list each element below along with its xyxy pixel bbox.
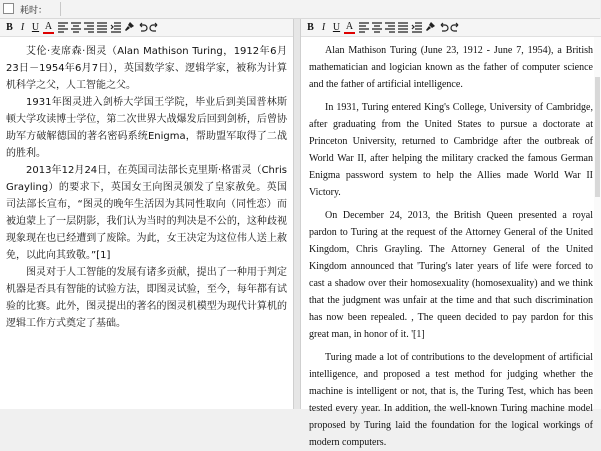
- right-format-toolbar: [301, 19, 601, 37]
- align-right-icon[interactable]: [384, 21, 395, 34]
- title-bar: [0, 0, 600, 19]
- elapsed-time-label: 耗时：: [20, 5, 48, 15]
- align-left-icon[interactable]: [358, 21, 369, 34]
- translation-paragraph: Turing made a lot of contributions to the development of artificial intelligence, and proposed a test method for judging whether the machine is intelligent or not, that is, the Turing Test, which has been tested every year. In addition, the well-known Turing machine model proposed by Turing laid the foundation for the logical workings of modern computers.: [309, 352, 593, 448]
- source-paragraph: 1931年图灵进入剑桥大学国王学院，毕业后到美国普林斯顿大学攻读博士学位，第二次世界大战爆发后回到剑桥，后曾协助军方破解德国的著名密码系统Enigma，帮助盟军取得了二战的胜利。: [6, 97, 287, 159]
- translation-text-area[interactable]: [301, 37, 601, 448]
- bold-button[interactable]: B: [307, 22, 314, 33]
- underline-button[interactable]: U: [332, 22, 341, 33]
- bold-button[interactable]: B: [6, 22, 13, 33]
- source-text-area[interactable]: [0, 37, 293, 409]
- align-left-icon[interactable]: [57, 21, 68, 34]
- align-justify-icon[interactable]: [96, 21, 107, 34]
- undo-icon[interactable]: [437, 21, 448, 34]
- brush-icon[interactable]: [123, 21, 134, 34]
- brush-icon[interactable]: [424, 21, 435, 34]
- align-center-icon[interactable]: [70, 21, 81, 34]
- left-format-toolbar: [0, 19, 293, 37]
- align-center-icon[interactable]: [371, 21, 382, 34]
- indent-icon[interactable]: [411, 21, 422, 34]
- font-color-button[interactable]: A: [345, 21, 354, 32]
- undo-icon[interactable]: [136, 21, 147, 34]
- translation-paragraph: On December 24, 2013, the British Queen presented a royal pardon to Turing at the request of the Attorney General of the United Kingdom, Chris Grayling. The Attorney General of the United Kingdom announced that 'Turing's later years of life were forced to cast a shadow over their homosexuality (homosexuality) and we think that the judgment was unfair at the time and that such discrimination has now been repealed. , The queen decided to pay pardon for this great man, in honor of it. '[1]: [309, 210, 593, 340]
- translation-scrollbar[interactable]: [594, 37, 601, 409]
- source-paragraph: 2013年12月24日，在英国司法部长克里斯·格雷灵（Chris Grayling）的要求下，英国女王向图灵颁发了皇家赦免。英国司法部长宣布，“图灵的晚年生活因为其同性取向（同性恋）而被迫蒙上了一层阴影，我们认为当时的判决是不公的，这种歧视现象现在也已经遭到了废除。为此，女王决定为这位伟人送上赦免，以此向其致敬。”[1]: [6, 165, 287, 261]
- translation-paragraph: Alan Mathison Turing (June 23, 1912 - June 7, 1954), a British mathematician and logician known as the father of computer science and the father of artificial intelligence.: [309, 45, 593, 90]
- align-right-icon[interactable]: [83, 21, 94, 34]
- translation-paragraph: In 1931, Turing entered King's College, University of Cambridge, after graduating from the United States to pursue a doctorate at Princeton University, returned to Cambridge after the outbreak of World War II, after helping the military cracked the famous German Enigma password system to help the Allies made World War II Victory.: [309, 102, 593, 198]
- translation-pane: [300, 19, 601, 448]
- italic-button[interactable]: I: [20, 22, 25, 33]
- underline-button[interactable]: U: [31, 22, 40, 33]
- redo-icon[interactable]: [149, 21, 160, 34]
- align-justify-icon[interactable]: [397, 21, 408, 34]
- source-paragraph: 图灵对于人工智能的发展有诸多贡献，提出了一种用于判定机器是否具有智能的试验方法，即图灵试验，至今，每年都有试验的比赛。此外，图灵提出的著名的图灵机模型为现代计算机的逻辑工作方式奠定了基础。: [6, 267, 287, 329]
- indent-icon[interactable]: [110, 21, 121, 34]
- title-separator: [60, 2, 61, 16]
- app-icon: [3, 3, 14, 14]
- source-pane: [0, 19, 294, 409]
- italic-button[interactable]: I: [321, 22, 326, 33]
- source-paragraph: 艾伦·麦席森·图灵（Alan Mathison Turing，1912年6月23日－1954年6月7日），英国数学家、逻辑学家，被称为计算机科学之父，人工智能之父。: [6, 46, 287, 91]
- scrollbar-thumb[interactable]: [595, 77, 600, 197]
- redo-icon[interactable]: [450, 21, 461, 34]
- font-color-button[interactable]: A: [44, 21, 53, 32]
